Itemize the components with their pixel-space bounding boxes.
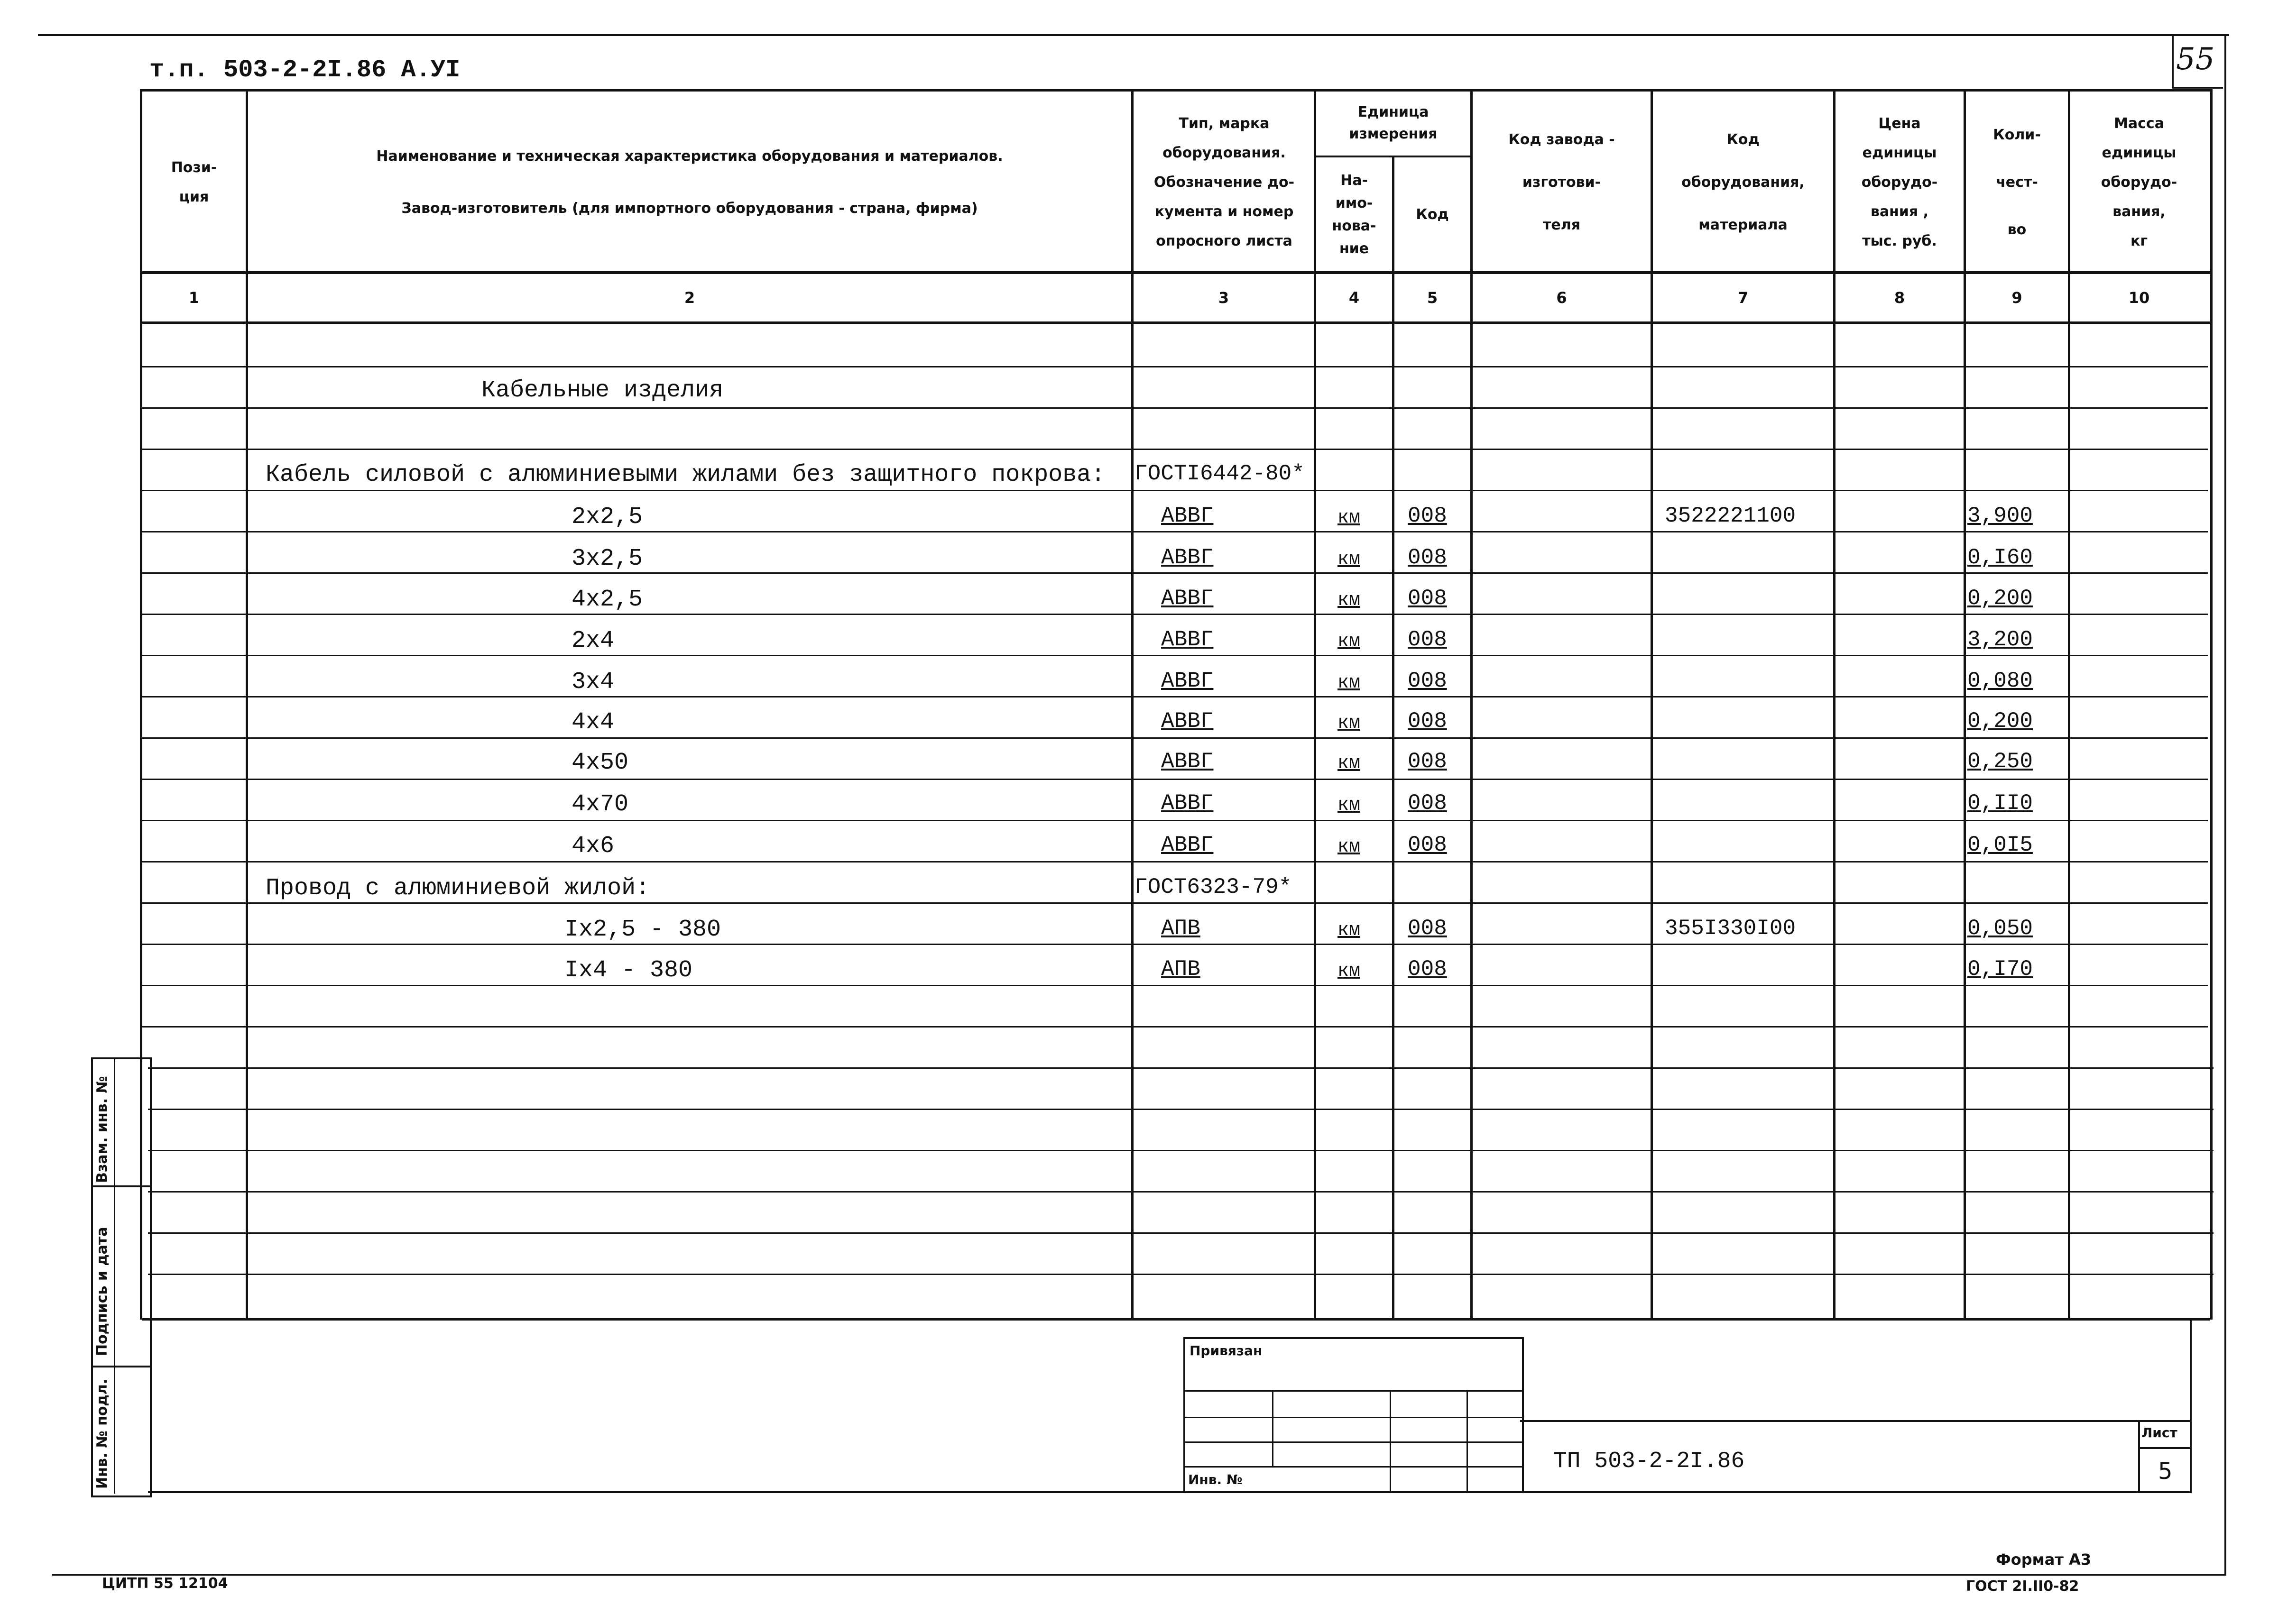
row-type: АВВГ	[1161, 545, 1214, 570]
section-title: Кабельные изделия	[481, 377, 724, 404]
row-type: АПВ	[1161, 916, 1200, 941]
privyazan-row-3	[1183, 1441, 1522, 1443]
row-quantity: 3,200	[1967, 627, 2033, 652]
privyazan-block	[1183, 1337, 1524, 1493]
row-quantity: 0,200	[1967, 709, 2033, 734]
row-code: 008	[1408, 504, 1447, 528]
side-label-inv-podl: Инв. № подл.	[94, 1378, 111, 1489]
col-header-unit-group: Единица измерения	[1349, 104, 1438, 142]
row-unit: км	[1337, 753, 1361, 774]
row-unit: км	[1337, 631, 1361, 652]
right-border-line	[2224, 34, 2226, 1575]
row-line	[142, 861, 2208, 862]
row-line	[142, 572, 2208, 574]
row-code: 008	[1408, 916, 1447, 941]
group-title-wire: Провод с алюминиевой жилой:	[266, 875, 650, 902]
row-type: АВВГ	[1161, 791, 1214, 816]
row-line	[148, 1232, 2214, 1234]
doc-designation: ТП 503-2-2I.86	[1553, 1449, 1745, 1474]
row-unit: км	[1337, 549, 1361, 570]
col-number-9: 9	[2011, 289, 2022, 307]
privyazan-row-1	[1183, 1390, 1522, 1392]
row-quantity: 0,0I5	[1967, 833, 2033, 857]
col-number-8: 8	[1894, 289, 1905, 307]
row-name: 4х50	[572, 749, 629, 776]
unit-group-divider	[1314, 156, 1473, 157]
row-unit: км	[1337, 920, 1361, 941]
row-line	[142, 779, 2208, 780]
row-code: 008	[1408, 669, 1447, 693]
privyazan-row-2	[1183, 1417, 1522, 1418]
row-line	[142, 366, 2208, 367]
col-number-2: 2	[684, 289, 695, 307]
row-line	[148, 1150, 2214, 1151]
row-quantity: 0,250	[1967, 749, 2033, 774]
row-quantity: 0,II0	[1967, 791, 2033, 816]
side-stamp-inner-line	[114, 1057, 115, 1494]
row-line	[142, 737, 2208, 739]
row-name: 4х70	[572, 791, 629, 818]
row-type: АВВГ	[1161, 669, 1214, 693]
row-code: 008	[1408, 749, 1447, 774]
row-code: 008	[1408, 627, 1447, 652]
col-sep-8	[1964, 89, 1966, 1320]
doc-code-header: т.п. 503-2-2I.86 А.УI	[149, 56, 461, 84]
row-line	[148, 1191, 2214, 1193]
col-header-mass: Масса единицы оборудо- вания, кг	[2101, 115, 2177, 249]
row-name: Iх4 - 380	[564, 957, 693, 984]
group-standard-cable: ГОСТI6442-80*	[1134, 461, 1305, 486]
row-quantity: 0,050	[1967, 916, 2033, 941]
col-sep-9	[2068, 89, 2070, 1320]
group-title-cable: Кабель силовой с алюминиевыми жилами без защитного покрова:	[266, 461, 1106, 488]
row-type: АВВГ	[1161, 833, 1214, 857]
row-type: АВВГ	[1161, 504, 1214, 528]
privyazan-col-1	[1272, 1390, 1273, 1466]
row-quantity: 3,900	[1967, 504, 2033, 528]
row-name: Iх2,5 - 380	[564, 916, 721, 943]
col-sep-2	[1131, 89, 1134, 1320]
privyazan-col-3	[1467, 1390, 1468, 1491]
col-number-1: 1	[188, 289, 200, 307]
footer-gost: ГОСТ 2I.II0-82	[1966, 1578, 2079, 1595]
col-sep-7	[1833, 89, 1835, 1320]
row-line	[148, 1274, 2214, 1275]
row-type: АПВ	[1161, 957, 1200, 982]
footer-citp: ЦИТП 55 12104	[102, 1575, 228, 1592]
row-unit: км	[1337, 795, 1361, 816]
privyazan-label: Привязан	[1190, 1343, 1263, 1358]
row-unit: км	[1337, 507, 1361, 529]
row-unit: км	[1337, 836, 1361, 858]
title-block-frame	[148, 1318, 2192, 1493]
group-standard-wire: ГОСТ6323-79*	[1134, 875, 1292, 899]
designation-top-line	[1520, 1420, 2190, 1422]
sheet-label: Лист	[2141, 1425, 2177, 1440]
col-header-equipment-code: Код оборудования, материала	[1681, 131, 1805, 233]
row-name: 3х4	[572, 669, 615, 696]
col-header-type: Тип, марка оборудования. Обозначение до- кумента и номер опросного листа	[1153, 115, 1295, 249]
top-border-line	[38, 34, 2229, 36]
col-number-6: 6	[1556, 289, 1567, 307]
row-line	[142, 902, 2208, 904]
row-name: 4х6	[572, 833, 615, 860]
side-label-vzam: Взам. инв. №	[94, 1076, 111, 1183]
row-line	[148, 1067, 2214, 1069]
side-stamp-divider-2	[91, 1366, 150, 1367]
col-sep-3	[1314, 89, 1316, 1320]
col-header-unit-code: Код	[1416, 206, 1449, 223]
row-unit: км	[1337, 590, 1361, 611]
row-name: 2х4	[572, 627, 615, 654]
row-code: 008	[1408, 957, 1447, 982]
row-line	[142, 655, 2208, 656]
row-type: АВВГ	[1161, 709, 1214, 734]
col-header-unit-name: На- имо- нова- ние	[1332, 172, 1376, 257]
row-name: 2х2,5	[572, 504, 643, 531]
row-code: 008	[1408, 709, 1447, 734]
row-line	[142, 1026, 2208, 1028]
bottom-border-line	[52, 1574, 2226, 1576]
col-number-10: 10	[2128, 289, 2150, 307]
row-unit: км	[1337, 961, 1361, 982]
col-number-4: 4	[1348, 289, 1360, 307]
row-quantity: 0,I70	[1967, 957, 2033, 982]
row-line	[142, 985, 2208, 986]
row-line	[142, 820, 2208, 821]
page-number-box	[2172, 36, 2223, 89]
row-name: 4х4	[572, 709, 615, 736]
row-unit: км	[1337, 713, 1361, 734]
side-label-podpis: Подпись и дата	[94, 1227, 111, 1356]
row-name: 3х2,5	[572, 545, 643, 572]
col-number-7: 7	[1737, 289, 1749, 307]
col-number-3: 3	[1218, 289, 1229, 307]
sheet-number: 5	[2158, 1458, 2173, 1485]
row-type: АВВГ	[1161, 627, 1214, 652]
row-code: 008	[1408, 791, 1447, 816]
row-line	[142, 449, 2208, 450]
row-type: АВВГ	[1161, 749, 1214, 774]
row-line	[142, 531, 2208, 532]
privyazan-row-4	[1183, 1466, 1522, 1468]
row-line	[142, 407, 2208, 409]
handwritten-page-number: 55	[2176, 42, 2215, 77]
row-equipment-code: 355I330I00	[1665, 916, 1796, 941]
row-code: 008	[1408, 545, 1447, 570]
col-header-position: Пози- ция	[171, 159, 217, 205]
sheet-box-divider	[2138, 1447, 2190, 1449]
side-stamp-divider-1	[91, 1185, 150, 1187]
col-sep-1	[246, 89, 248, 1320]
col-header-price: Цена единицы оборудо- вания , тыс. руб.	[1861, 115, 1938, 249]
row-code: 008	[1408, 833, 1447, 857]
row-line	[148, 1109, 2214, 1110]
header-bottom-line	[140, 271, 2210, 274]
row-unit: км	[1337, 672, 1361, 694]
row-line	[142, 944, 2208, 945]
col-number-5: 5	[1427, 289, 1438, 307]
row-line	[142, 696, 2208, 697]
row-type: АВВГ	[1161, 586, 1214, 611]
row-quantity: 0,080	[1967, 669, 2033, 693]
col-header-quantity: Коли- чест- во	[1993, 127, 2041, 238]
row-quantity: 0,I60	[1967, 545, 2033, 570]
inv-no-label: Инв. №	[1188, 1472, 1243, 1487]
privyazan-col-2	[1390, 1390, 1391, 1491]
footer-format: Формат А3	[1996, 1551, 2092, 1569]
col-sep-6	[1651, 89, 1653, 1320]
row-equipment-code: 3522221100	[1665, 504, 1796, 528]
col-header-name: Наименование и техническая характеристика оборудования и материалов. Завод-изготовитель (для импортного оборудования - страна, фирма)	[376, 148, 1003, 217]
numbers-bottom-line	[140, 321, 2210, 324]
row-code: 008	[1408, 586, 1447, 611]
row-name: 4х2,5	[572, 586, 643, 613]
row-line	[142, 614, 2208, 615]
row-quantity: 0,200	[1967, 586, 2033, 611]
row-line	[142, 490, 2208, 491]
col-sep-5	[1470, 89, 1473, 1320]
col-header-factory-code: Код завода - изготови- теля	[1508, 131, 1615, 233]
